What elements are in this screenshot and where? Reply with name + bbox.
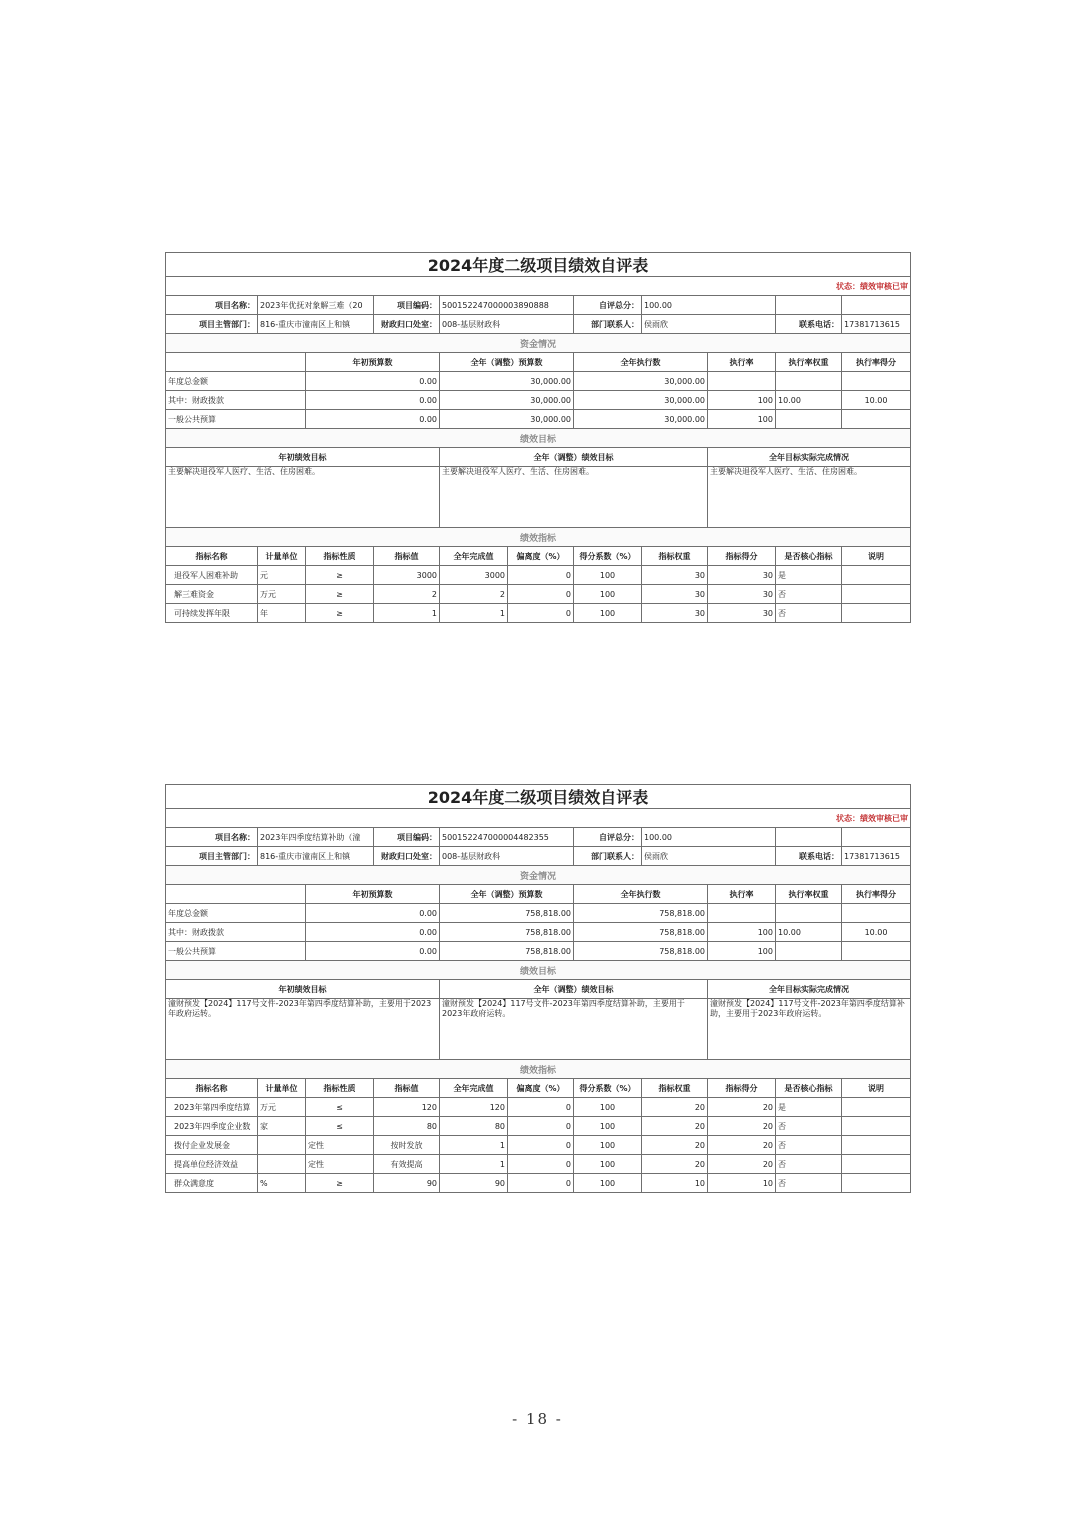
indicator-header: 全年完成值 <box>440 1079 508 1098</box>
indicator-header: 指标得分 <box>708 1079 776 1098</box>
indicator-header: 偏离度（%） <box>508 547 574 566</box>
indicator-note <box>842 566 911 585</box>
indicator-target: 120 <box>374 1098 440 1117</box>
indicator-coef: 100 <box>574 566 642 585</box>
indicator-note <box>842 1098 911 1117</box>
indicator-row <box>166 1174 911 1193</box>
fund-row <box>166 923 911 942</box>
indicator-header: 指标名称 <box>166 547 258 566</box>
fund-header: 执行率得分 <box>842 353 911 372</box>
indicator-actual: 120 <box>440 1098 508 1117</box>
indicator-row <box>166 1098 911 1117</box>
project-code-label: 项目编码： <box>374 296 440 315</box>
indicator-deviation: 0 <box>508 566 574 585</box>
evaluation-form-1 <box>165 252 910 623</box>
indicator-note <box>842 1117 911 1136</box>
goal-text: 潼财预发【2024】117号文件-2023年第四季度结算补助，主要用于2023年政府运转。 <box>166 999 440 1060</box>
indicator-note <box>842 1155 911 1174</box>
indicator-name: 拨付企业发展金 <box>166 1136 258 1155</box>
indicator-actual: 2 <box>440 585 508 604</box>
indicator-actual: 1 <box>440 1155 508 1174</box>
fund-weight: 10.00 <box>776 923 842 942</box>
indicator-header: 指标值 <box>374 1079 440 1098</box>
form-table <box>165 252 911 623</box>
indicator-name: 群众满意度 <box>166 1174 258 1193</box>
indicator-row <box>166 604 911 623</box>
dept-value: 816-重庆市潼南区上和镇 <box>258 315 374 334</box>
fund-header <box>166 885 306 904</box>
fund-rate: 100 <box>708 942 776 961</box>
fund-row-name: 一般公共预算 <box>166 410 306 429</box>
fund-row <box>166 942 911 961</box>
indicator-header: 指标名称 <box>166 1079 258 1098</box>
indicator-coef: 100 <box>574 1174 642 1193</box>
indicator-score: 20 <box>708 1155 776 1174</box>
indicator-note <box>842 1136 911 1155</box>
indicator-target: 90 <box>374 1174 440 1193</box>
contact-value: 侯雨欣 <box>642 847 776 866</box>
indicator-name: 提高单位经济效益 <box>166 1155 258 1174</box>
fund-adjusted: 30,000.00 <box>440 410 574 429</box>
indicator-weight: 30 <box>642 566 708 585</box>
indicator-target: 3000 <box>374 566 440 585</box>
fund-executed: 758,818.00 <box>574 923 708 942</box>
indicator-actual: 3000 <box>440 566 508 585</box>
fund-adjusted: 30,000.00 <box>440 391 574 410</box>
indicator-weight: 30 <box>642 585 708 604</box>
indicator-note <box>842 585 911 604</box>
form-title: 2024年度二级项目绩效自评表 <box>166 785 911 809</box>
indicator-note <box>842 604 911 623</box>
contact-label: 部门联系人： <box>574 315 642 334</box>
indicator-weight: 20 <box>642 1098 708 1117</box>
indicator-weight: 10 <box>642 1174 708 1193</box>
fund-score: 10.00 <box>842 923 911 942</box>
indicator-header: 计量单位 <box>258 547 306 566</box>
project-code-label: 项目编码： <box>374 828 440 847</box>
fund-initial: 0.00 <box>306 942 440 961</box>
indicator-core: 否 <box>776 604 842 623</box>
fund-header <box>166 353 306 372</box>
indicator-header: 指标性质 <box>306 547 374 566</box>
indicator-unit: 元 <box>258 566 306 585</box>
indicator-header: 指标性质 <box>306 1079 374 1098</box>
indicator-score: 30 <box>708 604 776 623</box>
fund-initial: 0.00 <box>306 372 440 391</box>
indicator-unit: % <box>258 1174 306 1193</box>
fund-executed: 30,000.00 <box>574 410 708 429</box>
goal-text: 主要解决退役军人医疗、生活、住房困难。 <box>440 467 708 528</box>
fund-rate: 100 <box>708 391 776 410</box>
goal-header: 全年（调整）绩效目标 <box>440 448 708 467</box>
dept-value: 816-重庆市潼南区上和镇 <box>258 847 374 866</box>
finance-office-label: 财政归口处室： <box>374 315 440 334</box>
indicator-nature: ≤ <box>306 1117 374 1136</box>
indicator-note <box>842 1174 911 1193</box>
indicator-coef: 100 <box>574 1098 642 1117</box>
indicator-name: 退役军人困难补助 <box>166 566 258 585</box>
fund-row <box>166 410 911 429</box>
goal-header: 全年（调整）绩效目标 <box>440 980 708 999</box>
fund-executed: 758,818.00 <box>574 904 708 923</box>
indicator-coef: 100 <box>574 585 642 604</box>
indicator-score: 10 <box>708 1174 776 1193</box>
status-text: 状态：绩效审核已审 <box>166 809 911 828</box>
indicator-weight: 20 <box>642 1117 708 1136</box>
indicator-row <box>166 566 911 585</box>
indicator-header: 得分系数（%） <box>574 547 642 566</box>
fund-score <box>842 372 911 391</box>
indicator-header: 说明 <box>842 547 911 566</box>
indicator-row <box>166 1117 911 1136</box>
status-text: 状态：绩效审核已审 <box>166 277 911 296</box>
fund-adjusted: 758,818.00 <box>440 923 574 942</box>
fund-header: 年初预算数 <box>306 885 440 904</box>
fund-initial: 0.00 <box>306 923 440 942</box>
indicator-header: 指标权重 <box>642 1079 708 1098</box>
indicator-header: 偏离度（%） <box>508 1079 574 1098</box>
phone-value: 17381713615 <box>842 847 911 866</box>
indicator-actual: 90 <box>440 1174 508 1193</box>
indicator-deviation: 0 <box>508 1174 574 1193</box>
indicator-deviation: 0 <box>508 604 574 623</box>
indicator-unit: 万元 <box>258 1098 306 1117</box>
goal-section-title: 绩效目标 <box>166 429 911 448</box>
indicator-header: 指标权重 <box>642 547 708 566</box>
indicator-target: 80 <box>374 1117 440 1136</box>
page-number: - 18 - <box>512 1410 563 1428</box>
project-code-value: 500152247000003890888 <box>440 296 574 315</box>
indicator-core: 否 <box>776 1117 842 1136</box>
indicator-score: 30 <box>708 585 776 604</box>
project-name-label: 项目名称： <box>166 828 258 847</box>
indicator-section-title: 绩效指标 <box>166 528 911 547</box>
indicator-core: 否 <box>776 1155 842 1174</box>
fund-initial: 0.00 <box>306 410 440 429</box>
indicator-actual: 1 <box>440 1136 508 1155</box>
fund-row-name: 一般公共预算 <box>166 942 306 961</box>
fund-row-name: 其中：财政拨款 <box>166 923 306 942</box>
project-name-value: 2023年四季度结算补助（潼 <box>258 828 374 847</box>
indicator-deviation: 0 <box>508 1117 574 1136</box>
indicator-unit: 家 <box>258 1117 306 1136</box>
phone-label: 联系电话： <box>776 847 842 866</box>
indicator-nature: ≥ <box>306 566 374 585</box>
fund-initial: 0.00 <box>306 904 440 923</box>
fund-row <box>166 391 911 410</box>
fund-header: 全年（调整）预算数 <box>440 885 574 904</box>
fund-row-name: 年度总金额 <box>166 372 306 391</box>
indicator-deviation: 0 <box>508 585 574 604</box>
goal-header: 年初绩效目标 <box>166 980 440 999</box>
fund-header: 执行率得分 <box>842 885 911 904</box>
fund-row <box>166 904 911 923</box>
project-name-value: 2023年优抚对象解三难（20 <box>258 296 374 315</box>
indicator-coef: 100 <box>574 1117 642 1136</box>
indicator-coef: 100 <box>574 1155 642 1174</box>
finance-office-value: 008-基层财政科 <box>440 315 574 334</box>
goal-header: 年初绩效目标 <box>166 448 440 467</box>
form-table <box>165 784 911 1193</box>
fund-rate <box>708 372 776 391</box>
fund-rate: 100 <box>708 410 776 429</box>
contact-value: 侯雨欣 <box>642 315 776 334</box>
fund-initial: 0.00 <box>306 391 440 410</box>
indicator-header: 全年完成值 <box>440 547 508 566</box>
indicator-score: 20 <box>708 1117 776 1136</box>
fund-executed: 758,818.00 <box>574 942 708 961</box>
fund-adjusted: 758,818.00 <box>440 904 574 923</box>
indicator-actual: 80 <box>440 1117 508 1136</box>
fund-weight <box>776 904 842 923</box>
fund-header: 全年执行数 <box>574 353 708 372</box>
fund-section-title: 资金情况 <box>166 334 911 353</box>
indicator-deviation: 0 <box>508 1155 574 1174</box>
indicator-row <box>166 1136 911 1155</box>
finance-office-label: 财政归口处室： <box>374 847 440 866</box>
fund-weight <box>776 410 842 429</box>
fund-header: 执行率权重 <box>776 353 842 372</box>
indicator-name: 解三难资金 <box>166 585 258 604</box>
indicator-core: 否 <box>776 1136 842 1155</box>
indicator-nature: 定性 <box>306 1136 374 1155</box>
fund-section-title: 资金情况 <box>166 866 911 885</box>
fund-header: 执行率权重 <box>776 885 842 904</box>
indicator-core: 否 <box>776 585 842 604</box>
indicator-nature: 定性 <box>306 1155 374 1174</box>
indicator-nature: ≥ <box>306 585 374 604</box>
fund-adjusted: 30,000.00 <box>440 372 574 391</box>
finance-office-value: 008-基层财政科 <box>440 847 574 866</box>
project-code-value: 500152247000004482355 <box>440 828 574 847</box>
contact-label: 部门联系人： <box>574 847 642 866</box>
indicator-header: 是否核心指标 <box>776 547 842 566</box>
indicator-target: 按时发放 <box>374 1136 440 1155</box>
indicator-unit <box>258 1136 306 1155</box>
self-score-label: 自评总分： <box>574 828 642 847</box>
fund-weight <box>776 372 842 391</box>
goal-text: 潼财预发【2024】117号文件-2023年第四季度结算补助，主要用于2023年政府运转。 <box>440 999 708 1060</box>
indicator-unit: 万元 <box>258 585 306 604</box>
indicator-weight: 20 <box>642 1155 708 1174</box>
indicator-weight: 20 <box>642 1136 708 1155</box>
fund-executed: 30,000.00 <box>574 391 708 410</box>
indicator-header: 指标值 <box>374 547 440 566</box>
indicator-row <box>166 585 911 604</box>
indicator-header: 指标得分 <box>708 547 776 566</box>
indicator-name: 2023年四季度企业数 <box>166 1117 258 1136</box>
fund-score <box>842 942 911 961</box>
indicator-header: 计量单位 <box>258 1079 306 1098</box>
indicator-nature: ≥ <box>306 1174 374 1193</box>
self-score-value: 100.00 <box>642 828 776 847</box>
fund-score <box>842 410 911 429</box>
indicator-coef: 100 <box>574 604 642 623</box>
goal-section-title: 绩效目标 <box>166 961 911 980</box>
fund-weight: 10.00 <box>776 391 842 410</box>
fund-executed: 30,000.00 <box>574 372 708 391</box>
fund-header: 执行率 <box>708 353 776 372</box>
indicator-section-title: 绩效指标 <box>166 1060 911 1079</box>
indicator-unit <box>258 1155 306 1174</box>
indicator-nature: ≥ <box>306 604 374 623</box>
form-title: 2024年度二级项目绩效自评表 <box>166 253 911 277</box>
fund-header: 全年执行数 <box>574 885 708 904</box>
indicator-header: 说明 <box>842 1079 911 1098</box>
fund-header: 执行率 <box>708 885 776 904</box>
fund-row-name: 年度总金额 <box>166 904 306 923</box>
goal-header: 全年目标实际完成情况 <box>708 980 911 999</box>
indicator-deviation: 0 <box>508 1098 574 1117</box>
goal-text: 潼财预发【2024】117号文件-2023年第四季度结算补助，主要用于2023年政府运转。 <box>708 999 911 1060</box>
fund-rate: 100 <box>708 923 776 942</box>
indicator-score: 30 <box>708 566 776 585</box>
fund-row-name: 其中：财政拨款 <box>166 391 306 410</box>
fund-rate <box>708 904 776 923</box>
fund-score <box>842 904 911 923</box>
dept-label: 项目主管部门： <box>166 315 258 334</box>
indicator-actual: 1 <box>440 604 508 623</box>
indicator-nature: ≤ <box>306 1098 374 1117</box>
indicator-core: 是 <box>776 566 842 585</box>
goal-header: 全年目标实际完成情况 <box>708 448 911 467</box>
dept-label: 项目主管部门： <box>166 847 258 866</box>
indicator-header: 是否核心指标 <box>776 1079 842 1098</box>
goal-text: 主要解决退役军人医疗、生活、住房困难。 <box>166 467 440 528</box>
phone-value: 17381713615 <box>842 315 911 334</box>
indicator-core: 是 <box>776 1098 842 1117</box>
fund-header: 全年（调整）预算数 <box>440 353 574 372</box>
indicator-name: 可持续发挥年限 <box>166 604 258 623</box>
indicator-target: 2 <box>374 585 440 604</box>
indicator-coef: 100 <box>574 1136 642 1155</box>
fund-score: 10.00 <box>842 391 911 410</box>
phone-label: 联系电话： <box>776 315 842 334</box>
indicator-header: 得分系数（%） <box>574 1079 642 1098</box>
evaluation-form-2 <box>165 784 910 1193</box>
fund-header: 年初预算数 <box>306 353 440 372</box>
indicator-core: 否 <box>776 1174 842 1193</box>
indicator-deviation: 0 <box>508 1136 574 1155</box>
indicator-weight: 30 <box>642 604 708 623</box>
fund-weight <box>776 942 842 961</box>
indicator-target: 1 <box>374 604 440 623</box>
indicator-unit: 年 <box>258 604 306 623</box>
self-score-label: 自评总分： <box>574 296 642 315</box>
goal-text: 主要解决退役军人医疗、生活、住房困难。 <box>708 467 911 528</box>
indicator-row <box>166 1155 911 1174</box>
fund-adjusted: 758,818.00 <box>440 942 574 961</box>
indicator-score: 20 <box>708 1136 776 1155</box>
indicator-score: 20 <box>708 1098 776 1117</box>
indicator-name: 2023年第四季度结算 <box>166 1098 258 1117</box>
fund-row <box>166 372 911 391</box>
project-name-label: 项目名称： <box>166 296 258 315</box>
self-score-value: 100.00 <box>642 296 776 315</box>
indicator-target: 有效提高 <box>374 1155 440 1174</box>
